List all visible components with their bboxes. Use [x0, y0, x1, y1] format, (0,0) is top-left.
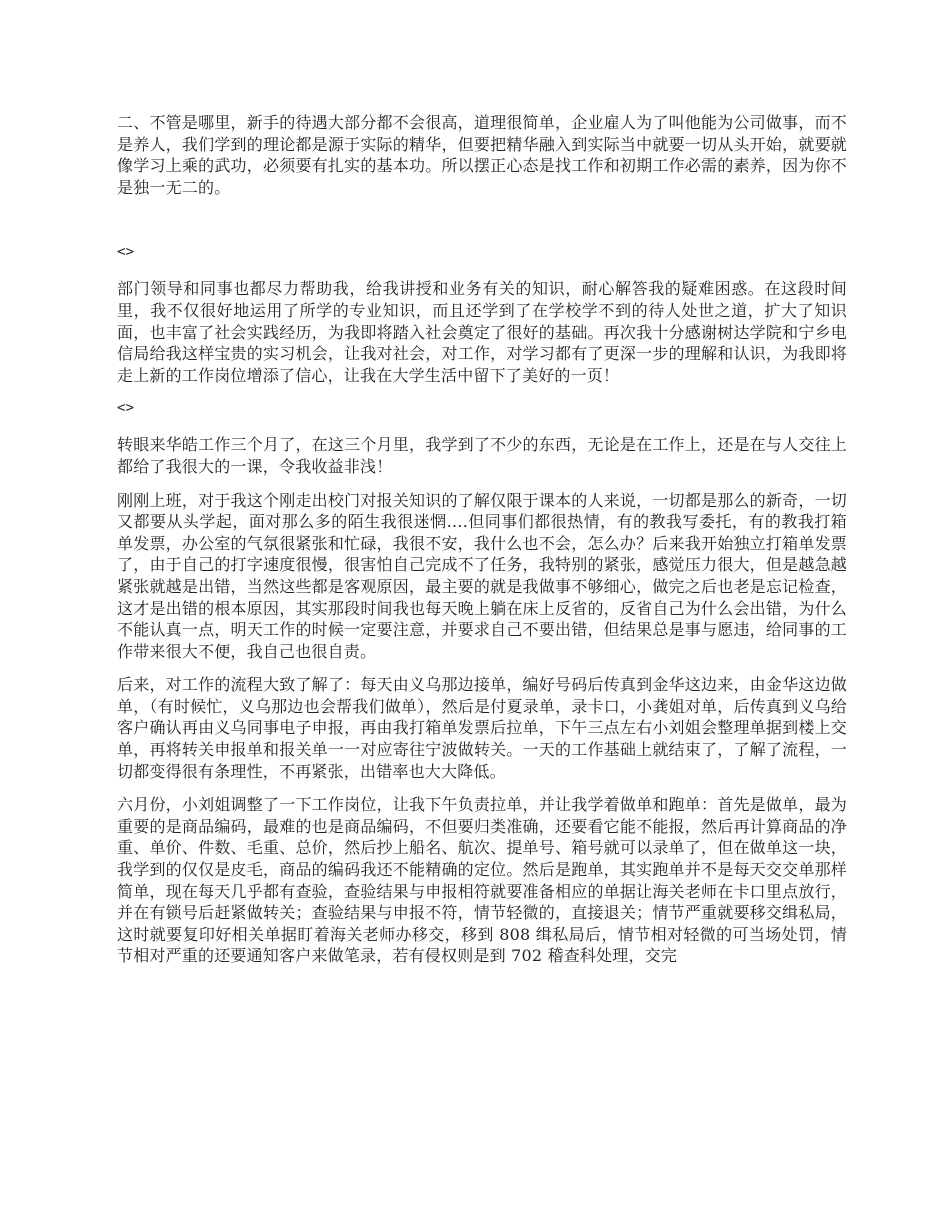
- section-marker-1: <>: [117, 244, 135, 261]
- paragraph-2: 部门领导和同事也都尽力帮助我，给我讲授和业务有关的知识，耐心解答我的疑难困惑。在这段时间里，我不仅很好地运用了所学的专业知识，而且还学到了在学校学不到的待人处世之道，扩大了知识面，也丰富了社会实践经历，为我即将踏入社会奠定了很好的基础。再次我十分感谢树达学院和宁乡电信局给我这样宝贵的实习机会，让我对社会，对工作，对学习都有了更深一步的理解和认识，为我即将走上新的工作岗位增添了信心，让我在大学生活中留下了美好的一页！: [117, 279, 847, 385]
- paragraph-6: 六月份，小刘姐调整了一下工作岗位，让我下午负责拉单，并让我学着做单和跑单：首先是做单，最为重要的是商品编码，最难的也是商品编码，不但要归类准确，还要看它能不能报，然后再计算商品的净重、单价、件数、毛重、总价，然后抄上船名、航次、提单号、箱号就可以录单了，但在做单这一块，我学到的仅仅是皮毛，商品的编码我还不能精确的定位。然后是跑单，其实跑单并不是每天交交单那样简单，现在每天几乎都有查验，查验结果与申报相符就要准备相应的单据让海关老师在卡口里点放行，并在有锁号后赶紧做转关；查验结果与申报不符，情节轻微的，直接退关；情节严重就要移交缉私局，这时就要复印好相关单据盯着海关老师办移交，移到 808 缉私局后，情节相对轻微的可当场处罚，情节相对严重的还要通知客户来做笔录，若有侵权则是到 702 稽查科处理，交完: [117, 795, 847, 966]
- paragraph-3: 转眼来华皓工作三个月了，在这三个月里，我学到了不少的东西，无论是在工作上，还是在与人交往上都给了我很大的一课，令我收益非浅！: [117, 435, 847, 476]
- paragraph-5: 后来，对工作的流程大致了解了：每天由义乌那边接单，编好号码后传真到金华这边来，由金华这边做单，（有时候忙，义乌那边也会帮我们做单），然后是付夏录单，录卡口，小龚姐对单，后传真到义乌给客户确认再由义乌同事电子申报，再由我打箱单发票后拉单，下午三点左右小刘姐会整理单据到楼上交单，再将转关申报单和报关单一一对应寄往宁波做转关。一天的工作基础上就结束了，了解了流程，一切都变得很有条理性，不再紧张，出错率也大大降低。: [117, 675, 847, 781]
- paragraph-4: 刚刚上班，对于我这个刚走出校门对报关知识的了解仅限于课本的人来说，一切都是那么的新奇，一切又都要从头学起，面对那么多的陌生我很迷惘….但同事们都很热情，有的教我写委托，有的教我打箱单发票，办公室的气氛很紧张和忙碌，我很不安，我什么也不会，怎么办？后来我开始独立打箱单发票了，由于自己的打字速度很慢，很害怕自己完成不了任务，我特别的紧张，感觉压力很大，但是越急越紧张就越是出错，当然这些都是客观原因，最主要的就是我做事不够细心，做完之后也老是忘记检查，这才是出错的根本原因，其实那段时间我也每天晚上躺在床上反省的，反省自己为什么会出错，为什么不能认真一点，明天工作的时候一定要注意，并要求自己不要出错，但结果总是事与愿违，给同事的工作带来很大不便，我自己也很自责。: [117, 490, 847, 661]
- section-marker-2: <>: [117, 400, 135, 417]
- document-page: [117, 112, 847, 979]
- paragraph-1: 二、不管是哪里，新手的待遇大部分都不会很高，道理很简单，企业雇人为了叫他能为公司做事，而不是养人，我们学到的理论都是源于实际的精华，但要把精华融入到实际当中就要一切从头开始，就要就像学习上乘的武功，必须要有扎实的基本功。所以摆正心态是找工作和初期工作必需的素养，因为你不是独一无二的。: [117, 113, 847, 197]
